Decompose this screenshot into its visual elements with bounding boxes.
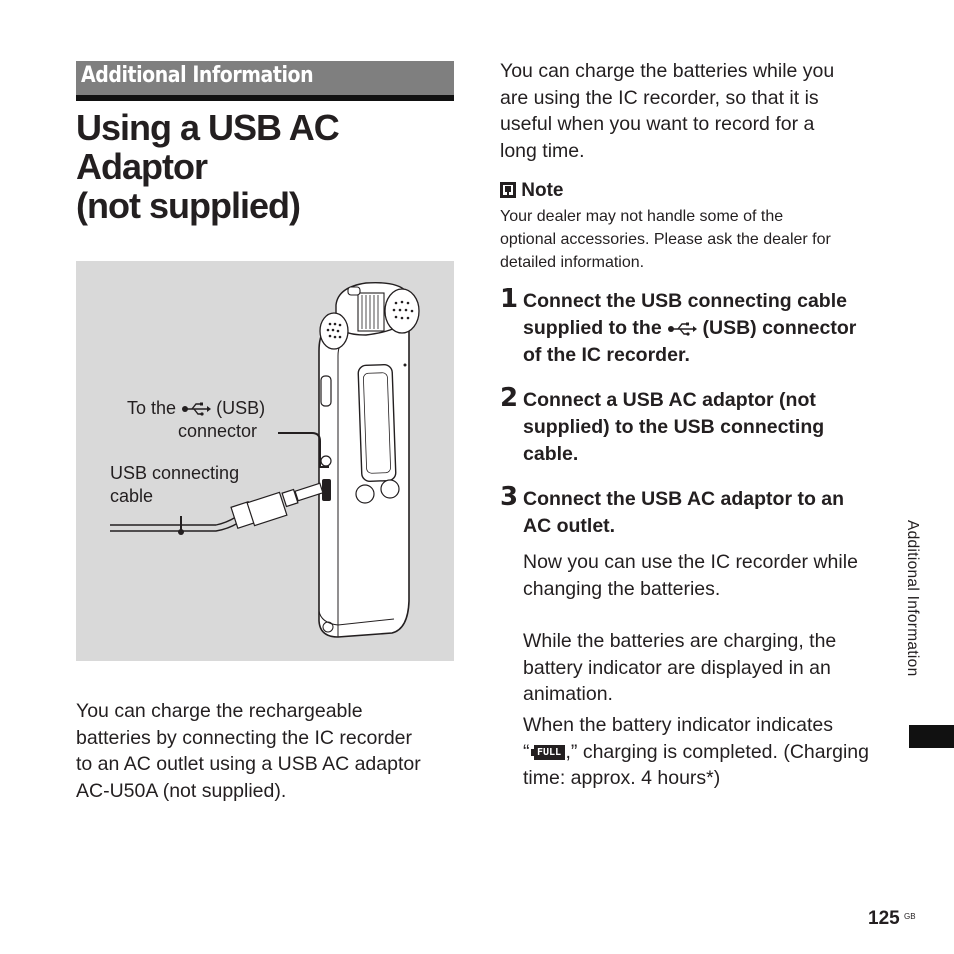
section-header-rule [76, 95, 454, 101]
detail-line: animation. [523, 683, 613, 705]
detail-line: When the battery indicator indicates [523, 714, 834, 736]
side-tab-label: Additional Information [904, 520, 921, 677]
step-line: of the IC recorder. [523, 344, 690, 366]
cable-callout-line2: cable [110, 486, 154, 506]
lead-line: You can charge the rechargeable [76, 700, 363, 722]
step-1-text [523, 288, 856, 369]
note-line: detailed information. [500, 254, 645, 271]
step-3-detail-3 [523, 712, 869, 792]
side-tab-marker [909, 725, 954, 748]
page-title-line: Using a USB AC [76, 107, 339, 148]
page-title-line: (not supplied) [76, 185, 300, 226]
step-3-detail-1 [523, 549, 858, 602]
note-icon [500, 182, 516, 198]
note-line: optional accessories. Please ask the dealer for [500, 231, 831, 248]
usb-icon [181, 402, 211, 416]
usb-connector-callout-post: (USB) [216, 398, 266, 418]
step-line: supplied) to the USB connecting [523, 416, 825, 438]
step-line: cable. [523, 443, 579, 465]
step-number: 3 [500, 482, 519, 512]
step-number: 1 [500, 284, 519, 314]
recorder-illustration [76, 261, 454, 661]
step-number: 2 [500, 383, 519, 413]
usb-connector-callout-line2: connector [178, 421, 258, 441]
page-title [76, 108, 456, 225]
lead-line: batteries by connecting the IC recorder [76, 726, 413, 749]
intro-line: useful when you want to record for a [500, 113, 815, 135]
note-heading [500, 180, 564, 202]
usb-icon [667, 322, 697, 336]
ic-recorder-drawing [76, 261, 454, 661]
step-3-detail-2 [523, 628, 836, 708]
section-label: Additional Information [81, 63, 314, 88]
step-line-post: (USB) connector [702, 317, 857, 339]
cable-callout-line1: USB connecting [110, 463, 240, 483]
usb-connector-callout [127, 397, 265, 443]
detail-line: While the batteries are charging, the [523, 630, 837, 652]
page-number: 125 [868, 908, 900, 929]
step-3-text [523, 486, 844, 540]
intro-line: You can charge the batteries while you [500, 60, 835, 82]
usb-connector-callout-pre: To the [127, 398, 177, 418]
step-line: AC outlet. [523, 515, 616, 537]
step-2-text [523, 387, 824, 468]
intro-paragraph [500, 58, 834, 164]
step-line-pre: supplied to the [523, 317, 662, 339]
detail-line: Now you can use the IC recorder while [523, 551, 858, 573]
battery-full-icon [531, 745, 565, 760]
intro-line: are using the IC recorder, so that it is [500, 86, 819, 109]
intro-line: long time. [500, 139, 585, 162]
step-line: Connect the USB AC adaptor to an [523, 488, 845, 510]
detail-line: battery indicator are displayed in an [523, 656, 831, 679]
detail-line: changing the batteries. [523, 577, 721, 600]
page-number-suffix: GB [904, 912, 916, 921]
note-body [500, 205, 831, 274]
note-line: Your dealer may not handle some of the [500, 208, 784, 225]
cable-callout [110, 462, 239, 508]
battery-full-icon-text: FULL [534, 745, 565, 760]
side-tab [897, 520, 927, 720]
page-title-line: Adaptor [76, 146, 207, 187]
lead-paragraph [76, 698, 454, 804]
note-heading-text: Note [521, 180, 564, 201]
lead-line: to an AC outlet using a USB AC adaptor [76, 753, 421, 775]
step-line: Connect a USB AC adaptor (not [523, 389, 816, 411]
step-line: Connect the USB connecting cable [523, 290, 847, 312]
detail-line-rest: ,” charging is completed. (Charging [565, 740, 869, 763]
detail-line: time: approx. 4 hours*) [523, 767, 721, 789]
quote-open: “ [523, 740, 530, 763]
lead-line: AC-U50A (not supplied). [76, 779, 287, 802]
